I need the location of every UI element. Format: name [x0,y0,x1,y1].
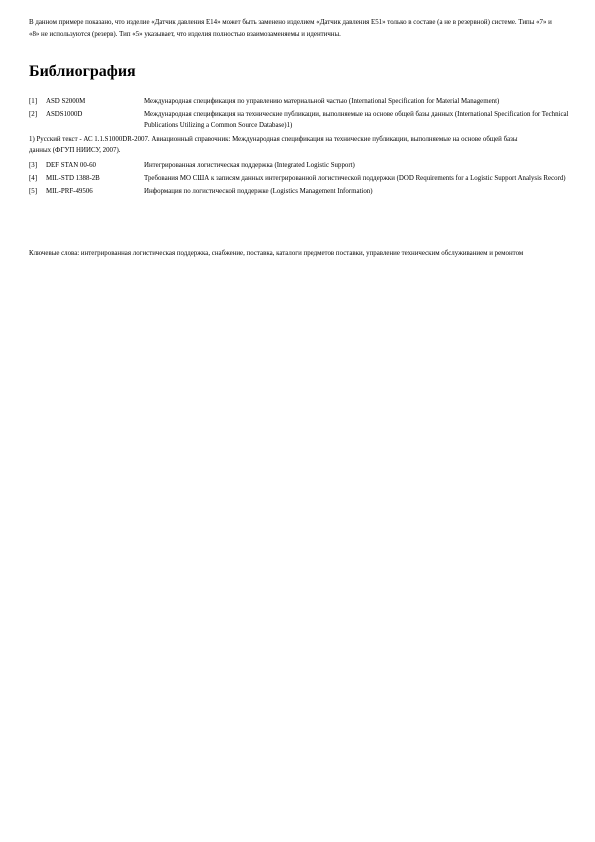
bibliography-entry [29,160,569,171]
entry-number: [5] [29,188,38,195]
entry-number: [2] [29,111,38,118]
entry-title: Международная спецификация на технические публикации, выполняемые на основе общей базы данных (International Specification for Technical Publications Utilizing a Common Source Database)1) [144,111,569,129]
intro-paragraph: В данном примере показано, что изделие «Датчик давления E14» может быть заменено изделием «Датчик давления E51» только в составе (а не в резервной) системе. Типы «7» и «8» не используются (резерв). Тип «5» указывает, что изделия полностью взаимозаменяемы и идентичны. [29,19,552,38]
entry-title: Информация по логистической поддержке (Logistics Management Information) [144,188,373,195]
entry-number: [3] [29,162,38,169]
entry-code: DEF STAN 00-60 [46,162,96,169]
entry-title: Интегрированная логистическая поддержка (Integrated Logistic Support) [144,162,355,169]
entry-code: ASD S2000M [46,98,86,105]
entry-code: MIL-PRF-49506 [46,188,93,195]
bibliography-entry [29,173,569,184]
entry-number: [1] [29,98,38,105]
bibliography-heading: Библиография [29,63,136,80]
bibliography-list [29,96,569,199]
entry-title: Международная спецификация по управлению материальной частью (International Specification for Material Management) [144,98,500,105]
bibliography-entry [29,109,569,131]
entry-code: ASDS1000D [46,111,83,118]
bibliography-entry [29,186,569,197]
entry-code: MIL-STD 1388-2B [46,175,100,182]
entry-title: Требования МО США к записям данных интегрированной логистической поддержки (DOD Requirements for a Logistic Support Analysis Record) [144,175,566,182]
bibliography-entry [29,96,569,107]
footnote: 1) Русский текст - АС 1.1.S1000DR-2007. Авиационный справочник: Международная спецификация на технические публикации, выполняемые на основе общей базы данных (ФГУП НИИСУ, 2007). [29,136,518,154]
entry-number: [4] [29,175,38,182]
keywords-paragraph: Ключевые слова: интегрированная логистическая поддержка, снабжение, поставка, каталоги предметов поставки, управление техническим обслуживанием и ремонтом [29,250,524,257]
